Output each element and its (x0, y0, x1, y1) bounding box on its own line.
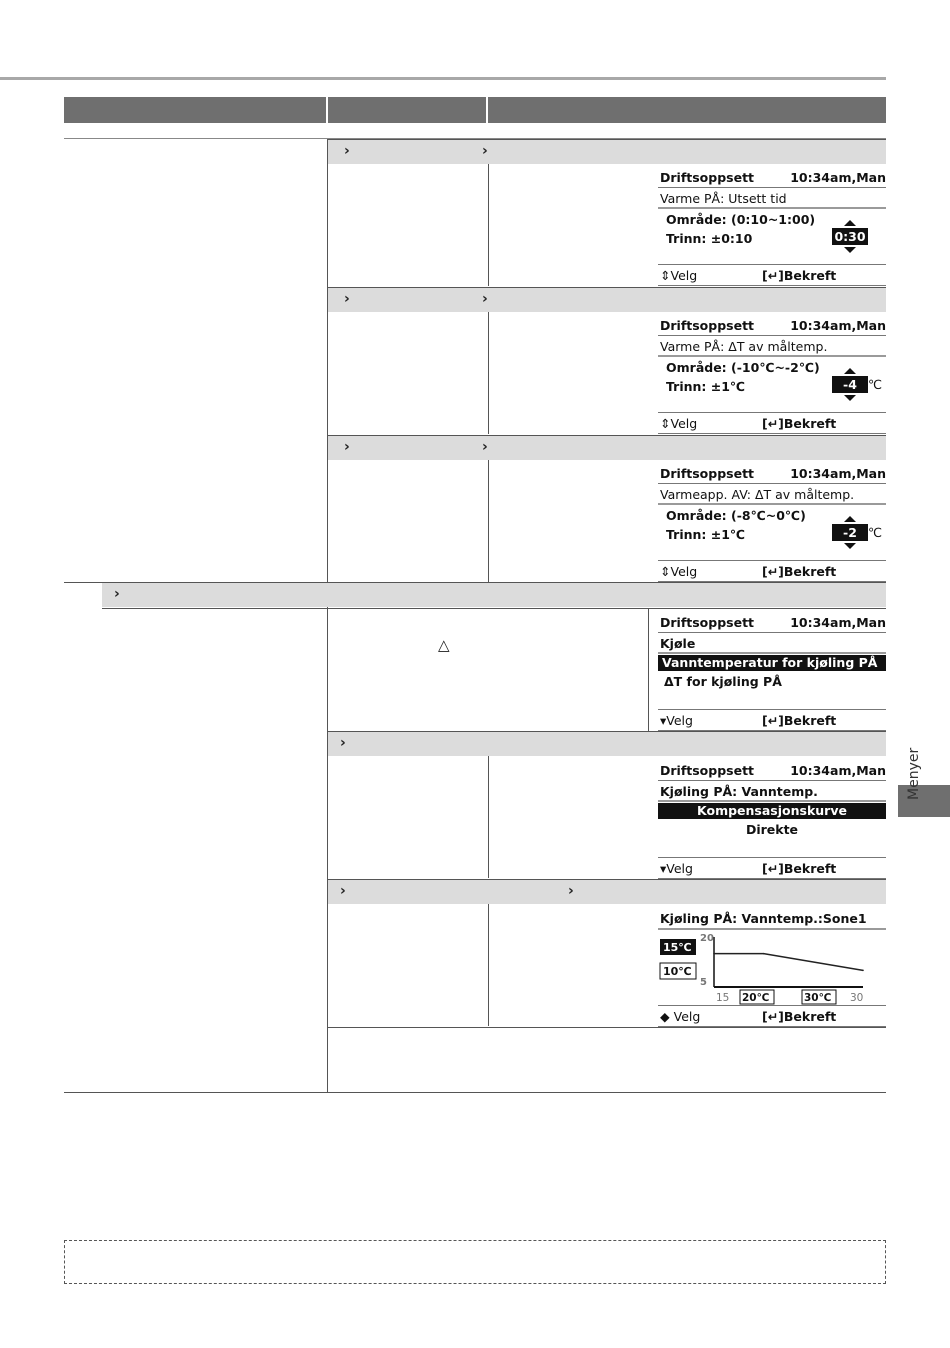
menu-item-selected[interactable]: Vanntemperatur for kjøling PÅ (658, 655, 886, 671)
x-tick-label: 30 (850, 992, 864, 1004)
x-tick-label: 20℃ (742, 992, 770, 1004)
y-tick-label: 20 (700, 933, 714, 944)
y-tick-label: 5 (700, 977, 707, 988)
left-col-divider (327, 139, 328, 1092)
down-icon: ▾ (660, 861, 667, 876)
note-box (64, 1240, 886, 1284)
x-tick-label: 30℃ (804, 992, 832, 1004)
row-header-cooling: › (102, 583, 886, 607)
curve-chart (658, 931, 886, 1007)
screen-cooling-water: Driftsoppsett 10:34am,Man Kjøling PÅ: Vanntemp. Kompensasjonskurve Direkte ▾Velg [↵]Bekreft (658, 763, 886, 879)
col-divider (648, 609, 649, 731)
row-header-curve: › › (328, 879, 886, 904)
triangle-icon: △ (438, 636, 450, 654)
screen-curve: Kjøling PÅ: Vanntemp.:Sone1 20 5 15 20℃ 30℃ 30 15℃ 10℃ ◆ Velg [↵]Bekreft (658, 911, 886, 1027)
down-icon: ▾ (660, 713, 667, 728)
row-header-heat-off: › › (328, 435, 886, 460)
table-bottom-line (64, 1092, 886, 1093)
x-tick-label: 15 (716, 992, 730, 1004)
row-header-heat-dt: › › (328, 287, 886, 312)
updown-icon: ⇕ (660, 564, 671, 579)
value-box: -2 (832, 524, 868, 541)
arrows-icon: ◆ (660, 1009, 670, 1024)
header-cell-1 (64, 97, 326, 123)
col-divider (488, 904, 489, 1026)
side-tab-label: Menyer (906, 747, 922, 800)
col-divider (488, 756, 489, 878)
updown-icon: ⇕ (660, 416, 671, 431)
data-point (763, 953, 765, 955)
value-box: 0:30 (832, 228, 868, 245)
col-divider (488, 312, 489, 434)
series-label: 10℃ (663, 965, 692, 978)
data-point (862, 970, 864, 972)
screen-heat-off: Driftsoppsett 10:34am,Man Varmeapp. AV: ΔT av måltemp. Område: (-8℃~0℃) Trinn: ±1℃ -2 ℃ ⇕Velg [↵]Bekreft (658, 466, 886, 582)
screen-heat-dt: Driftsoppsett 10:34am,Man Varme PÅ: ΔT av måltemp. Område: (-10℃~-2℃) Trinn: ±1℃ -4 ℃ ⇕Velg [↵]Bekreft (658, 318, 886, 434)
series-label: 15℃ (663, 941, 692, 954)
top-rule (0, 77, 886, 80)
screen-cooling-menu: Driftsoppsett 10:34am,Man Kjøle Vanntemperatur for kjøling PÅ ΔT for kjøling PÅ ▾Velg [↵]Bekreft (658, 615, 886, 731)
line (102, 608, 886, 609)
value-box: -4 (832, 376, 868, 393)
menu-item[interactable]: ΔT for kjøling PÅ (664, 674, 782, 689)
row-header-heat-delay: › › (328, 139, 886, 164)
screen-heat-delay: Driftsoppsett 10:34am,Man Varme PÅ: Utsett tid Område: (0:10~1:00) Trinn: ±0:10 0:30 ⇕Velg [↵]Bekreft (658, 170, 886, 286)
line (328, 1027, 886, 1028)
option[interactable]: Direkte (745, 822, 799, 837)
header-cell-3 (488, 97, 886, 123)
col-divider (488, 460, 489, 582)
updown-icon: ⇕ (660, 268, 671, 283)
option-selected[interactable]: Kompensasjonskurve (658, 803, 886, 819)
header-cell-2 (328, 97, 486, 123)
col-divider (488, 164, 489, 286)
series-line (714, 954, 863, 971)
data-point (713, 953, 715, 955)
row-header-cooling-water: › (328, 731, 886, 756)
